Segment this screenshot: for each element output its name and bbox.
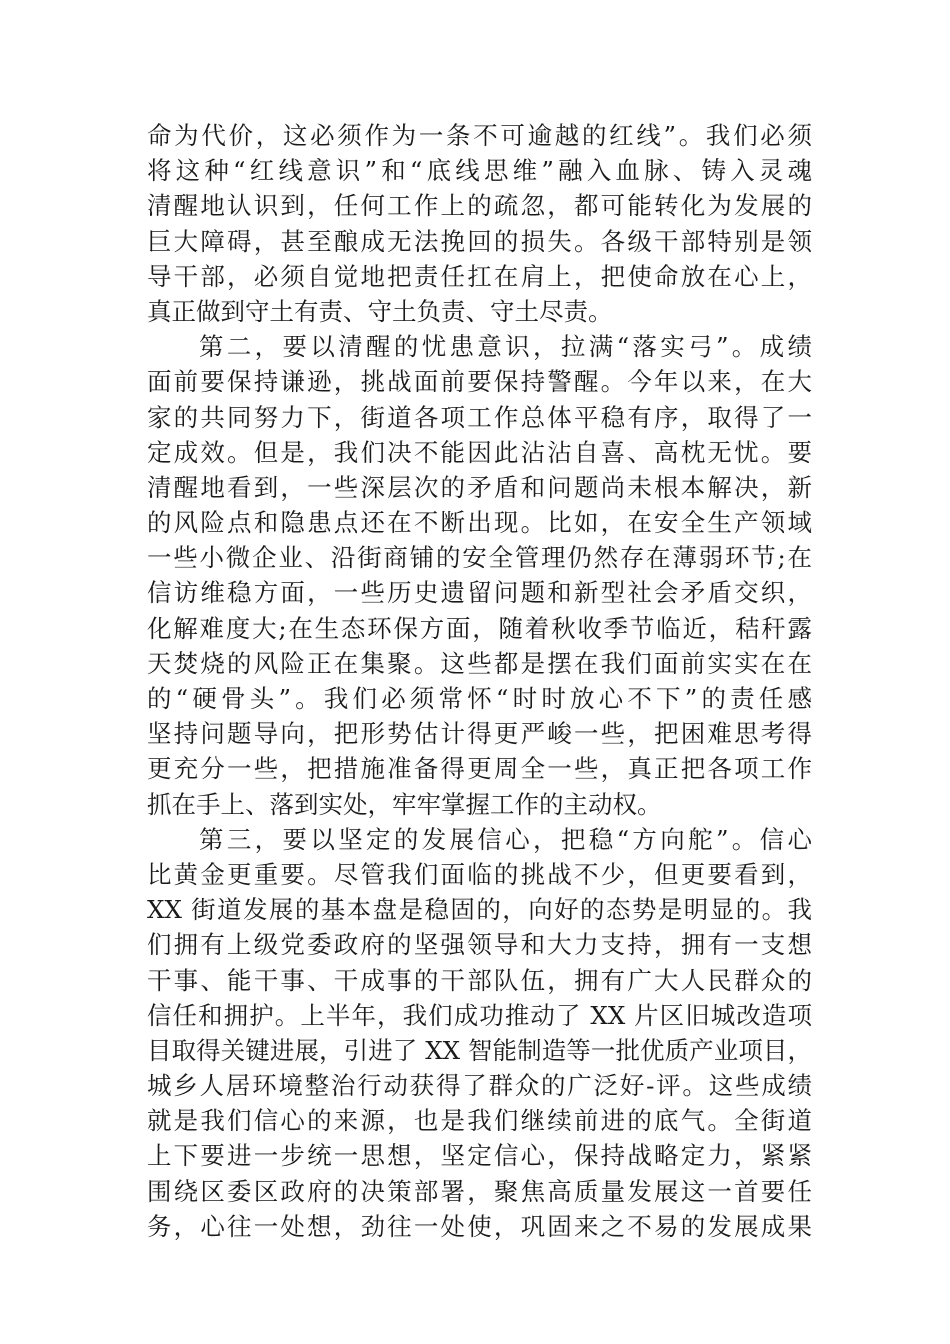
text-line: 将这种“红线意识”和“底线思维”融入血脉、铸入灵魂 (147, 156, 812, 186)
text-line: 务，心往一处想，劲往一处使，巩固来之不易的发展成果 (147, 1211, 812, 1241)
text-line: 巨大障碍，甚至酿成无法挽回的损失。各级干部特别是领 (147, 226, 812, 256)
text-line: 围绕区委区政府的决策部署，聚焦高质量发展这一首要任 (147, 1176, 812, 1206)
text-line: 的风险点和隐患点还在不断出现。比如，在安全生产领域 (147, 508, 812, 538)
text-line: 目取得关键进展，引进了 XX 智能制造等一批优质产业项目， (147, 1035, 812, 1065)
paragraph (147, 329, 812, 822)
text-line: 面前要保持谦逊，挑战面前要保持警醒。今年以来，在大 (147, 367, 812, 397)
text-line: 的“硬骨头”。我们必须常怀“时时放心不下”的责任感 (147, 684, 812, 713)
text-line: 抓在手上、落到实处，牢牢掌握工作的主动权。 (147, 789, 662, 819)
body-text (147, 118, 812, 1244)
text-line: 第二，要以清醒的忧患意识，拉满“落实弓”。成绩 (199, 332, 812, 362)
text-line: 更充分一些，把措施准备得更周全一些，真正把各项工作 (147, 754, 812, 784)
text-line: 定成效。但是，我们决不能因此沾沾自喜、高枕无忧。要 (147, 437, 812, 467)
text-line: 干事、能干事、干成事的干部队伍，拥有广大人民群众的 (147, 965, 812, 995)
text-line: 城乡人居环境整治行动获得了群众的广泛好-评。这些成绩 (147, 1071, 812, 1101)
text-line: 清醒地认识到，任何工作上的疏忽，都可能转化为发展的 (147, 191, 812, 221)
text-line: 第三，要以坚定的发展信心，把稳“方向舵”。信心 (199, 824, 812, 854)
text-line: 真正做到守土有责、守土负责、守土尽责。 (147, 296, 613, 326)
text-line: 一些小微企业、沿街商铺的安全管理仍然存在薄弱环节;在 (147, 543, 812, 573)
text-line: 比黄金更重要。尽管我们面临的挑战不少，但更要看到， (147, 859, 812, 889)
text-line: 化解难度大;在生态环保方面，随着秋收季节临近，秸秆露 (147, 613, 812, 643)
paragraph (147, 822, 812, 1244)
text-line: 信任和拥护。上半年，我们成功推动了 XX 片区旧城改造项 (147, 1000, 812, 1030)
text-line: 信访维稳方面，一些历史遗留问题和新型社会矛盾交织， (147, 578, 812, 608)
text-line: 上下要进一步统一思想，坚定信心，保持战略定力，紧紧 (147, 1141, 812, 1171)
text-line: 天焚烧的风险正在集聚。这些都是摆在我们面前实实在在 (147, 648, 812, 678)
text-line: 导干部，必须自觉地把责任扛在肩上，把使命放在心上， (147, 261, 812, 291)
text-line: 清醒地看到，一些深层次的矛盾和问题尚未根本解决，新 (147, 472, 812, 502)
text-line: XX 街道发展的基本盘是稳固的，向好的态势是明显的。我 (147, 895, 812, 925)
text-line: 命为代价，这必须作为一条不可逾越的红线”。我们必须 (147, 121, 812, 150)
text-line: 就是我们信心的来源，也是我们继续前进的底气。全街道 (147, 1106, 812, 1136)
text-line: 坚持问题导向，把形势估计得更严峻一些，把困难思考得 (147, 719, 812, 749)
text-line: 们拥有上级党委政府的坚强领导和大力支持，拥有一支想 (147, 930, 812, 960)
text-line: 家的共同努力下，街道各项工作总体平稳有序，取得了一 (147, 402, 812, 432)
paragraph (147, 118, 812, 329)
